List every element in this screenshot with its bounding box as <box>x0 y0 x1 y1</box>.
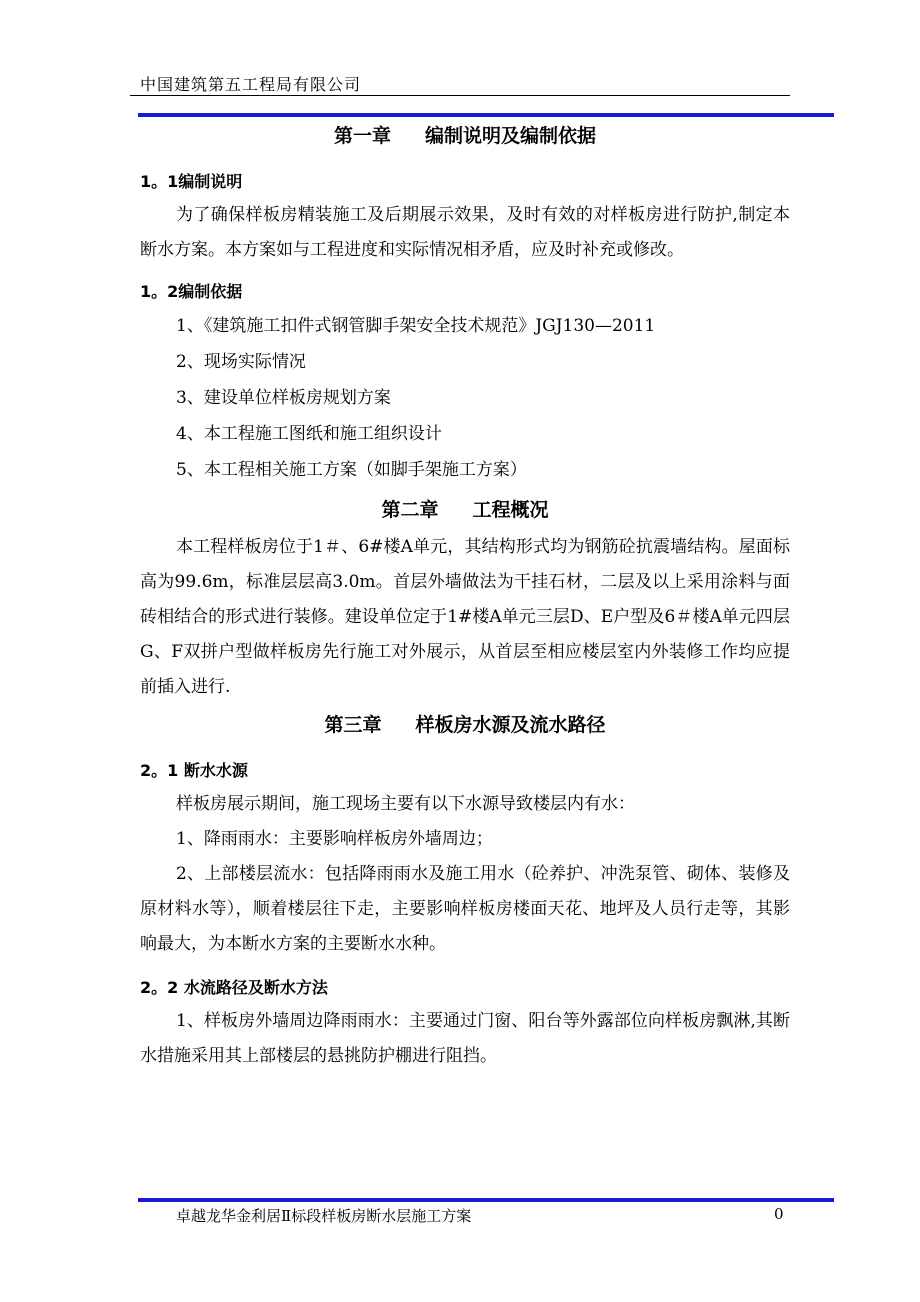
chapter-1-heading <box>140 122 790 150</box>
chapter-3-number: 第三章 <box>324 714 382 736</box>
section-2-1-heading: 2。1 断水水源 <box>140 761 248 780</box>
chapter-2-heading <box>140 496 790 524</box>
chapter-3-title: 样板房水源及流水路径 <box>415 714 606 736</box>
header-blue-rule <box>138 113 834 117</box>
list-item: 4、本工程施工图纸和施工组织设计 <box>176 424 442 444</box>
chapter-2-number: 第二章 <box>381 499 439 521</box>
chapter-1-title: 编制说明及编制依据 <box>425 125 597 147</box>
section-1-2-heading: 1。2编制依据 <box>140 282 243 301</box>
list-item: 3、建设单位样板房规划方案 <box>176 388 391 408</box>
list-item: 5、本工程相关施工方案（如脚手架施工方案） <box>176 460 527 480</box>
water-source-intro: 样板房展示期间，施工现场主要有以下水源导致楼层内有水： <box>176 794 635 814</box>
chapter-3-heading <box>140 711 790 739</box>
chapter-2-title: 工程概况 <box>472 499 549 521</box>
water-source-1: 1、降雨雨水：主要影响样板房外墙周边； <box>176 829 493 849</box>
basis-list <box>140 308 790 488</box>
section-2-2-heading: 2。2 水流路径及断水方法 <box>140 978 328 997</box>
document-body <box>140 122 790 1074</box>
water-path-1: 1、样板房外墙周边降雨雨水：主要通过门窗、阳台等外露部位向样板房飘淋,其断水措施采用其上部楼层的悬挑防护棚进行阻挡。 <box>140 1011 790 1066</box>
list-item: 1、《建筑施工扣件式钢管脚手架安全技术规范》JGJ130—2011 <box>176 316 656 336</box>
header-company: 中国建筑第五工程局有限公司 <box>140 75 362 94</box>
footer-blue-rule <box>138 1198 834 1202</box>
footer-title: 卓越龙华金利居Ⅱ标段样板房断水层施工方案 <box>176 1207 472 1225</box>
list-item: 2、现场实际情况 <box>176 352 306 372</box>
overview-text: 本工程样板房位于1＃、6#楼A单元，其结构形式均为钢筋砼抗震墙结构。屋面标高为99.6m，标准层层高3.0m。首层外墙做法为干挂石材，二层及以上采用涂料与面砖相结合的形式进行装修。建设单位定于1#楼A单元三层D、E户型及6＃楼A单元四层G、F双拼户型做样板房先行施工对外展示，从首层至相应楼层室内外装修工作均应提前插入进行. <box>140 537 790 697</box>
chapter-1-number: 第一章 <box>333 125 391 147</box>
header-thin-rule <box>130 95 790 96</box>
water-source-2: 2、上部楼层流水：包括降雨雨水及施工用水（砼养护、冲洗泵管、砌体、装修及原材料水等），顺着楼层往下走，主要影响样板房楼面天花、地坪及人员行走等，其影响最大，为本断水方案的主要断水水种。 <box>140 864 790 954</box>
section-1-1-heading: 1。1编制说明 <box>140 172 243 191</box>
page-number: 0 <box>774 1205 784 1223</box>
section-1-1-text: 为了确保样板房精装施工及后期展示效果，及时有效的对样板房进行防护,制定本断水方案。本方案如与工程进度和实际情况相矛盾，应及时补充或修改。 <box>140 205 790 260</box>
